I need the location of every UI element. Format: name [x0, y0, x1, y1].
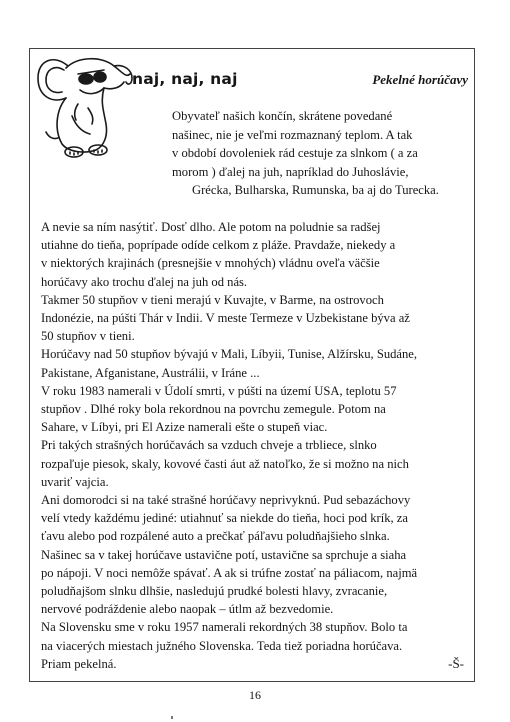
- text-line: Priam pekelná.: [41, 656, 117, 671]
- text-line: 50 stupňov v tieni.: [41, 329, 135, 344]
- text-line: poludňajšom slnku dlhšie, nasledujú prudké bolesti hlavy, zvracanie,: [41, 584, 388, 599]
- text-line: nervové podráždenie alebo naopak – útlm až bezvedomie.: [41, 602, 334, 617]
- scan-speck: [171, 716, 173, 719]
- text-line: Na Slovensku sme v roku 1957 namerali rekordných 38 stupňov. Bolo ta: [41, 620, 408, 635]
- text-line: velí vtedy každému jediné: utiahnuť sa niekde do tieňa, hoci pod krík, za: [41, 511, 408, 526]
- text-line: Sahare, v Líbyi, pri El Azize namerali ešte o stupeň viac.: [41, 420, 328, 435]
- text-line: rozpaľuje piesok, skaly, kovové časti áut až natoľko, že si možno na nich: [41, 456, 409, 471]
- text-line: Ani domorodci si na také strašné horúčavy neprivyknú. Pud sebazáchovy: [41, 493, 411, 508]
- text-line: na viacerých miestach južného Slovenska. Teda tiež poriadna horúčava.: [41, 638, 403, 653]
- text-line: našinec, nie je veľmi rozmaznaný teplom. A tak: [172, 127, 413, 142]
- text-line: Obyvateľ našich končín, skrátene povedané: [172, 109, 393, 123]
- text-line: morom ) ďalej na juh, napríklad do Juhoslávie,: [172, 164, 409, 179]
- text-line: V roku 1983 namerali v Údolí smrti, v púšti na území USA, teplotu 57: [41, 383, 397, 398]
- text-line: utiahne do tieňa, poprípade odíde celkom z pláže. Pravdaže, niekedy a: [41, 238, 396, 253]
- text-line: uvariť vajcia.: [41, 474, 109, 489]
- logo-text: naj, naj, naj: [132, 70, 238, 88]
- text-line: ťavu alebo pod rozpálené auto a prečkať páľavu poludňajšieho slnka.: [41, 529, 390, 544]
- text-line: v období dovoleniek rád cestuje za slnkom ( a za: [172, 146, 418, 161]
- text-line: Horúčavy nad 50 stupňov bývajú v Mali, Líbyii, Tunise, Alžírsku, Sudáne,: [41, 347, 418, 362]
- article-body: [41, 218, 471, 673]
- text-line: horúčavy ako trochu ďalej na juh od nás.: [41, 274, 248, 289]
- page-number: 16: [249, 688, 261, 702]
- elephant-sunglasses-icon: [34, 52, 134, 160]
- text-line: stupňov . Dlhé roky bola rekordnou na povrchu zemegule. Potom na: [41, 402, 386, 417]
- intro-paragraph: [172, 107, 462, 200]
- author-signature: -Š-: [448, 656, 464, 671]
- text-line: A nevie sa ním nasýtiť. Dosť dlho. Ale potom na poludnie sa radšej: [41, 220, 381, 234]
- text-line: Pakistane, Afganistane, Austrálii, v Iráne ...: [41, 365, 260, 380]
- text-line: po nápoji. V noci nemôže spávať. A ak si trúfne zostať na páliacom, najmä: [41, 565, 418, 580]
- section-title: Pekelné horúčavy: [372, 72, 468, 87]
- text-line: Pri takých strašných horúčavách sa vzduch chveje a trbliece, slnko: [41, 438, 377, 453]
- text-line: Takmer 50 stupňov v tieni merajú v Kuvajte, v Barme, na ostrovoch: [41, 292, 384, 307]
- text-line: v niektorých krajinách (presnejšie v mnohých) vládnu oveľa väčšie: [41, 256, 380, 271]
- text-line: Indonézie, na púšti Thár v Indii. V meste Termeze v Uzbekistane býva až: [41, 311, 410, 326]
- text-line: Našinec sa v takej horúčave ustavične potí, ustavične sa sprchuje a siaha: [41, 547, 407, 562]
- text-line: Grécka, Bulharska, Rumunska, ba aj do Turecka.: [192, 183, 439, 198]
